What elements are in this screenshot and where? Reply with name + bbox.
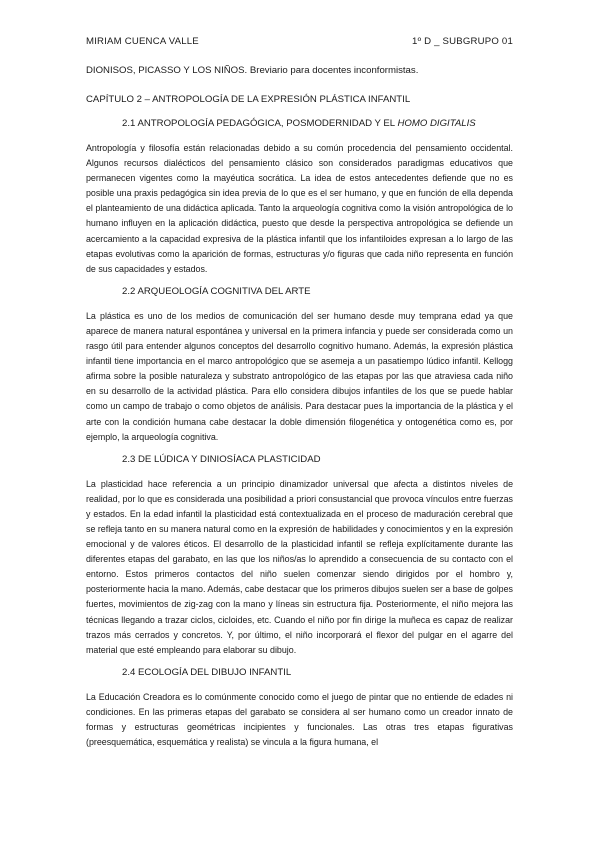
section-title-2-3 (122, 454, 513, 465)
section-body-2-2: La plástica es uno de los medios de comunicación del ser humano desde muy temprana edad ya que aparece de manera natural espontánea y universal en la primera infancia y puede ser considerada como un rasgo útil para entender algunos conceptos del desarrollo cognitivo humano. Además, la expresión plástica infantil tiene importancia en el marco antropológico que se asemeja a un pasatiempo lúdico infantil. Kellogg afirma sobre la posible naturaleza y substrato antropológico de las etapas por las que atraviesa cada niño en su desarrollo de la actividad plástica. Para ello considera dibujos infantiles de los que se puede hablar como un campo de trabajo o como objetos de análisis. Para destacar pues la importancia de la plástica y el arte con la condición humana cabe destacar la doble dimensión filogenética y ontogenética como es, por ejemplo, la arqueología cognitiva. (86, 310, 513, 442)
section-body-2-3: La plasticidad hace referencia a un principio dinamizador universal que afecta a distintos niveles de realidad, por lo que es considerada una posibilidad a priori consustancial que provoca vínculos entre fuerzas y estados. En la edad infantil la plasticidad está contextualizada en el proceso de maduración cerebral que se refleja tanto en su manera natural como en la expresión de habilidades y conocimientos y en la expresión emocional y de valores éticos. El desarrollo de la plasticidad infantil se refleja explícitamente durante las diferentes etapas del garabato, en las que los niños/as lo aprendido a consecuencia de su contacto con el entorno. Estos primeros contactos del niño suelen comenzar siendo dirigidos por el hombro y, posteriormente hacia la mano. Además, cabe destacar que los primeros dibujos suelen ser a base de golpes fuertes, movimientos de zig-zag con la mano y líneas sin estructura fija. Posteriormente, el niño mejora las técnicas llegando a trazar ciclos, cicloides, etc. Cuando el niño por fin dirige la muñeca es capaz de realizar trazos más cerrados y concretos. Y, por último, el niño incorporará el flexor del pulgar en el agarre del material que esté empleando para elaborar su dibujo. (86, 478, 513, 655)
section-title-text: 2.2 ARQUEOLOGÍA COGNITIVA DEL ARTE (122, 285, 311, 297)
section-body-2-4: La Educación Creadora es lo comúnmente conocido como el juego de pintar que no entiende de edades ni condiciones. En las primeras etapas del garabato se considera al ser humano como un creador innato de formas y estructuras geométricas incipientes y funcionales. Las otras tres etapas figurativas (preesquemática, esquemática y realista) se vincula a la figura humana, el (86, 691, 513, 748)
author-name: MIRIAM CUENCA VALLE (86, 36, 199, 47)
section-title-2-4 (122, 667, 513, 678)
section-body-2-1: Antropología y filosofía están relacionadas debido a su común procedencia del pensamiento occidental. Algunos recursos dialécticos del pensamiento clásico son considerados paradigmas educativos que permanecen vigentes como la mayéutica socrática. La idea de estos antecedentes defiende que no es posible una praxis pedagógica sin idea previa de lo que es el ser humano, y que en función de ella dependa el planteamiento de una didáctica aplicada. Tanto la arqueología cognitiva como la visión antropológica de lo humano influyen en la aplicación didáctica, puesto que desde la perspectiva antropológica se defiende un acercamiento a la capacidad expresiva de la plástica infantil que los infantiloides expresan a lo largo de las etapas evolutivas como la aparición de formas, estructuras y/o figuras que cada niño representa en función de sus capacidades y estados. (86, 143, 513, 274)
section-title-italic: HOMO DIGITALIS (397, 118, 476, 129)
page-header (86, 36, 513, 47)
section-title-text: 2.4 ECOLOGÍA DEL DIBUJO INFANTIL (122, 666, 292, 678)
book-title: DIONISOS, PICASSO Y LOS NIÑOS. Breviario para docentes inconformistas. (86, 65, 419, 76)
section-title-text: 2.1 ANTROPOLOGÍA PEDAGÓGICA, POSMODERNIDAD Y EL (122, 118, 398, 129)
group-label: 1º D _ SUBGRUPO 01 (412, 36, 513, 47)
section-title-2-2 (122, 286, 513, 297)
section-title-text: 2.3 DE LÚDICA Y DINIOSÍACA PLASTICIDAD (122, 453, 321, 465)
section-title-2-1 (122, 118, 513, 129)
chapter-title: CAPÍTULO 2 – ANTROPOLOGÍA DE LA EXPRESIÓN PLÁSTICA INFANTIL (86, 94, 411, 105)
